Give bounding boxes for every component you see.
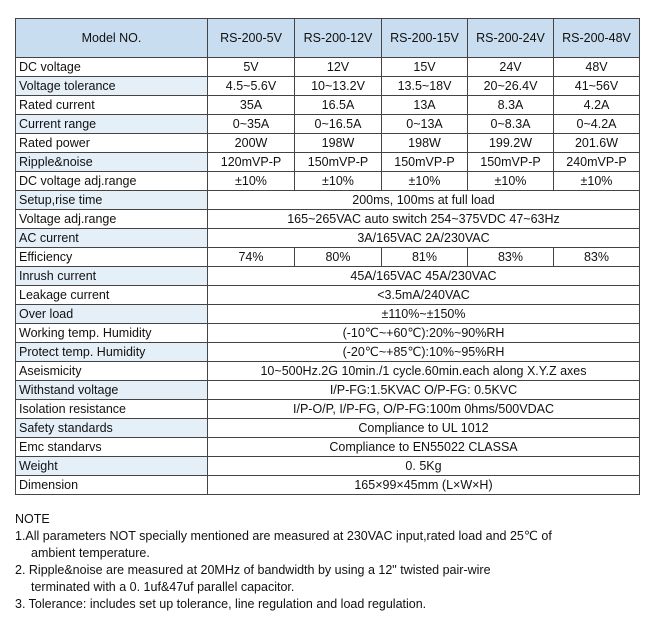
parameter-value: (-10℃~+60℃):20%~90%RH [208, 324, 640, 343]
parameter-value: 83% [554, 248, 640, 267]
parameter-value: ±110%~±150% [208, 305, 640, 324]
parameter-value: 150mVP-P [468, 153, 554, 172]
table-row [16, 381, 640, 400]
table-row [16, 476, 640, 495]
parameter-value: 165×99×45mm (L×W×H) [208, 476, 640, 495]
parameter-value: ±10% [382, 172, 468, 191]
parameter-value: 240mVP-P [554, 153, 640, 172]
table-row [16, 210, 640, 229]
notes-section [15, 511, 645, 613]
table-row [16, 58, 640, 77]
parameter-label: Isolation resistance [16, 400, 208, 419]
table-row [16, 343, 640, 362]
parameter-value: 80% [295, 248, 382, 267]
parameter-value: 48V [554, 58, 640, 77]
parameter-value: 8.3A [468, 96, 554, 115]
parameter-value: 0~4.2A [554, 115, 640, 134]
table-row [16, 419, 640, 438]
parameter-label: Rated current [16, 96, 208, 115]
parameter-value: 0~13A [382, 115, 468, 134]
table-row [16, 400, 640, 419]
parameter-value: 41~56V [554, 77, 640, 96]
parameter-value: 5V [208, 58, 295, 77]
parameter-value: 120mVP-P [208, 153, 295, 172]
parameter-label: Weight [16, 457, 208, 476]
parameter-value: 3A/165VAC 2A/230VAC [208, 229, 640, 248]
parameter-value: 4.2A [554, 96, 640, 115]
table-row [16, 115, 640, 134]
table-row [16, 438, 640, 457]
parameter-value: 16.5A [295, 96, 382, 115]
notes-title: NOTE [15, 512, 50, 526]
parameter-value: 45A/165VAC 45A/230VAC [208, 267, 640, 286]
parameter-value: ±10% [554, 172, 640, 191]
note-line: ambient temperature. [31, 546, 150, 560]
parameter-value: 198W [382, 134, 468, 153]
model-header: RS-200-48V [554, 19, 640, 58]
parameter-label: Withstand voltage [16, 381, 208, 400]
parameter-value: 0~16.5A [295, 115, 382, 134]
table-row [16, 96, 640, 115]
parameter-label: Leakage current [16, 286, 208, 305]
model-header: RS-200-12V [295, 19, 382, 58]
parameter-value: 201.6W [554, 134, 640, 153]
parameter-value: 4.5~5.6V [208, 77, 295, 96]
table-row [16, 134, 640, 153]
table-row [16, 191, 640, 210]
parameter-label: Dimension [16, 476, 208, 495]
parameter-label: AC current [16, 229, 208, 248]
parameter-value: 0~35A [208, 115, 295, 134]
table-row [16, 324, 640, 343]
table-row [16, 248, 640, 267]
table-row [16, 229, 640, 248]
note-line: terminated with a 0. 1uf&47uf parallel capacitor. [31, 580, 295, 594]
parameter-value: 13.5~18V [382, 77, 468, 96]
table-row [16, 305, 640, 324]
parameter-label: Current range [16, 115, 208, 134]
table-row [16, 457, 640, 476]
parameter-value: <3.5mA/240VAC [208, 286, 640, 305]
parameter-value: 200W [208, 134, 295, 153]
parameter-label: Protect temp. Humidity [16, 343, 208, 362]
model-header: RS-200-24V [468, 19, 554, 58]
parameter-value: 83% [468, 248, 554, 267]
parameter-value: 165~265VAC auto switch 254~375VDC 47~63Hz [208, 210, 640, 229]
parameter-value: I/P-FG:1.5KVAC O/P-FG: 0.5KVC [208, 381, 640, 400]
parameter-value: Compliance to UL 1012 [208, 419, 640, 438]
parameter-value: ±10% [295, 172, 382, 191]
note-line: 3. Tolerance: includes set up tolerance, line regulation and load regulation. [15, 597, 427, 611]
model-no-header: Model NO. [16, 19, 208, 58]
parameter-value: 0. 5Kg [208, 457, 640, 476]
parameter-label: Voltage tolerance [16, 77, 208, 96]
parameter-label: Aseismicity [16, 362, 208, 381]
parameter-label: Ripple&noise [16, 153, 208, 172]
parameter-label: Efficiency [16, 248, 208, 267]
parameter-value: 13A [382, 96, 468, 115]
parameter-value: 20~26.4V [468, 77, 554, 96]
spec-table [15, 18, 640, 495]
model-header: RS-200-5V [208, 19, 295, 58]
parameter-value: Compliance to EN55022 CLASSA [208, 438, 640, 457]
parameter-label: Emc standarvs [16, 438, 208, 457]
parameter-label: Safety standards [16, 419, 208, 438]
parameter-value: (-20℃~+85℃):10%~95%RH [208, 343, 640, 362]
parameter-value: 10~500Hz.2G 10min./1 cycle.60min.each along X.Y.Z axes [208, 362, 640, 381]
table-header-row [16, 19, 640, 58]
note-line: 1.All parameters NOT specially mentioned are measured at 230VAC input,rated load and 25℃ of [15, 529, 552, 543]
parameter-value: 81% [382, 248, 468, 267]
parameter-value: 198W [295, 134, 382, 153]
parameter-label: Setup,rise time [16, 191, 208, 210]
parameter-label: Voltage adj.range [16, 210, 208, 229]
parameter-label: DC voltage adj.range [16, 172, 208, 191]
parameter-value: 0~8.3A [468, 115, 554, 134]
parameter-label: Over load [16, 305, 208, 324]
parameter-label: Inrush current [16, 267, 208, 286]
parameter-value: ±10% [468, 172, 554, 191]
parameter-label: Rated power [16, 134, 208, 153]
table-row [16, 362, 640, 381]
table-row [16, 153, 640, 172]
parameter-value: 74% [208, 248, 295, 267]
parameter-label: Working temp. Humidity [16, 324, 208, 343]
parameter-value: 200ms, 100ms at full load [208, 191, 640, 210]
parameter-value: 35A [208, 96, 295, 115]
model-header: RS-200-15V [382, 19, 468, 58]
parameter-value: 15V [382, 58, 468, 77]
parameter-value: 10~13.2V [295, 77, 382, 96]
table-row [16, 172, 640, 191]
parameter-value: I/P-O/P, I/P-FG, O/P-FG:100m 0hms/500VDAC [208, 400, 640, 419]
table-row [16, 286, 640, 305]
parameter-value: 150mVP-P [295, 153, 382, 172]
parameter-label: DC voltage [16, 58, 208, 77]
parameter-value: 199.2W [468, 134, 554, 153]
parameter-value: 24V [468, 58, 554, 77]
note-line: 2. Ripple&noise are measured at 20MHz of bandwidth by using a 12" twisted pair-wire [15, 563, 491, 577]
parameter-value: ±10% [208, 172, 295, 191]
table-row [16, 77, 640, 96]
table-row [16, 267, 640, 286]
parameter-value: 12V [295, 58, 382, 77]
parameter-value: 150mVP-P [382, 153, 468, 172]
